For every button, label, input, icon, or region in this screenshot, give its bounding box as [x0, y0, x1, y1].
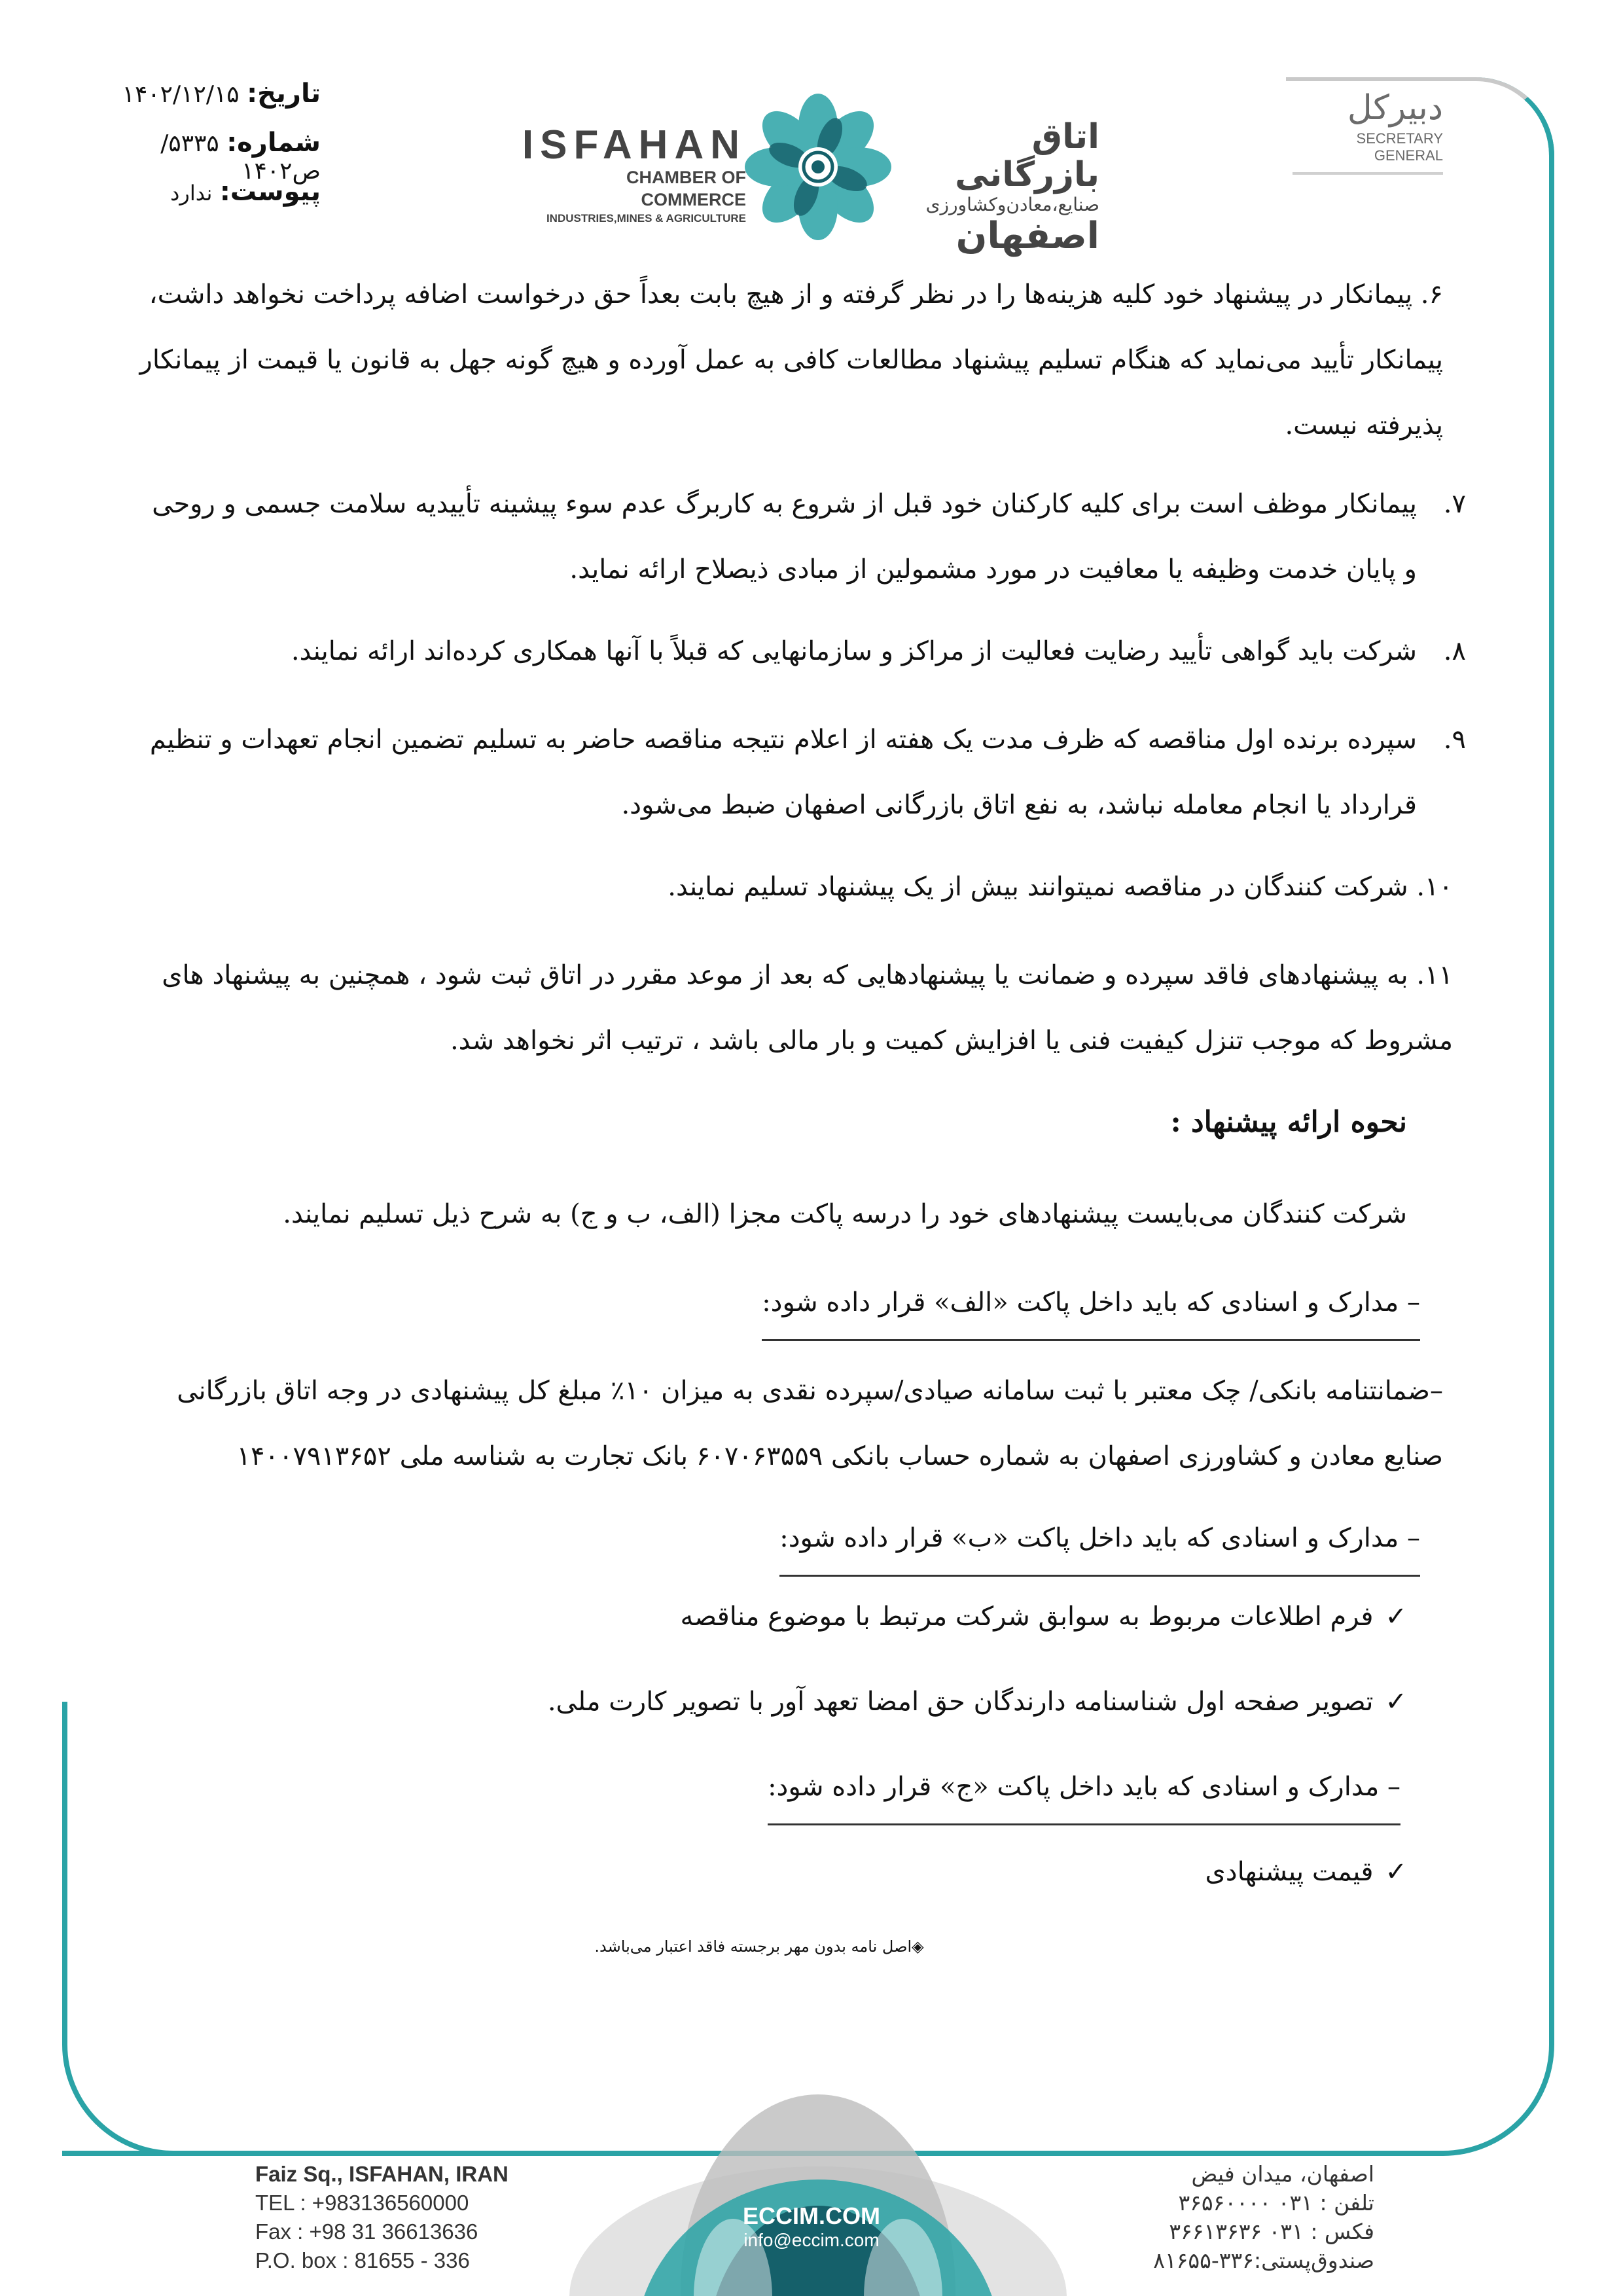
department-en: SECRETARY GENERAL: [1293, 130, 1443, 175]
department-fa: دبیرکل: [1347, 88, 1443, 128]
clause-7-number: ۷.: [1443, 489, 1466, 519]
pack-c-item-1-text: قیمت پیشنهادی: [1205, 1857, 1374, 1887]
footer-email-link[interactable]: info@eccim.com: [743, 2230, 880, 2250]
department-label: [1293, 88, 1443, 175]
footer-english-contact: [255, 2160, 508, 2275]
pack-b-item-1-text: فرم اطلاعات مربوط به سوابق شرکت مرتبط با موضوع مناقصه: [680, 1602, 1374, 1632]
pack-b-item-2: [229, 1669, 1407, 1734]
footer-en-address: Faiz Sq., ISFAHAN, IRAN: [255, 2162, 508, 2186]
number-value: ۵۳۳۵/ص۱۴۰۲: [160, 130, 321, 185]
date-label: تاریخ:: [247, 79, 321, 109]
clause-9-number: ۹.: [1443, 725, 1466, 755]
logo-en-chamber: CHAMBER OF COMMERCE: [626, 168, 746, 209]
pack-c-title-row: [157, 1754, 1400, 1825]
pack-c-title: – مدارک و اسنادی که باید داخل پاکت «ج» قرار داده شود:: [768, 1754, 1400, 1825]
clause-11: ۱۱. به پیشنهادهای فاقد سپرده و ضمانت یا پیشنهادهایی که بعد از موعد مقرر در اتاق ثبت شود ، همچنین به پیشنهاد های مشروط که موجب تنزل کیفیت فنی یا افزایش کمیت و بار مالی باشد ، ترتیب اثر نخواهد شد.: [162, 960, 1453, 1056]
logo-english-text: [517, 124, 746, 226]
clause-9: سپرده برنده اول مناقصه که ظرف مدت یک هفته از اعلام نتیجه مناقصه حاضر به تسلیم تضمین انجام تعهدات و تنظیم قرارداد یا انجام معامله نباشد، به نفع اتاق بازرگانی اصفهان ضبط می‌شود.: [149, 725, 1417, 820]
footer-persian-contact: [1153, 2160, 1374, 2275]
footer-website-block: [694, 2202, 929, 2251]
checkmark-icon: ✓: [1385, 1602, 1407, 1632]
checkmark-icon: ✓: [1385, 1857, 1407, 1887]
footer-en-phone: TEL : +983136560000: [255, 2191, 469, 2215]
pack-c-item-1: [229, 1839, 1407, 1905]
pack-a-title-row: [177, 1270, 1420, 1341]
logo-en-isfahan: ISFAHAN: [522, 122, 746, 168]
date-line: [85, 79, 321, 109]
validity-note: ◈اصل نامه بدون مهر برجسته فاقد اعتبار می‌باشد.: [594, 1937, 924, 1956]
pack-a-title: – مدارک و اسنادی که باید داخل پاکت «الف» قرار داده شود:: [762, 1270, 1420, 1341]
section-heading: نحوه ارائه پیشنهاد :: [1170, 1105, 1407, 1139]
logo-fa-isfahan: اصفهان: [955, 215, 1099, 257]
footer-fa-pobox: صندوق‌پستی:۳۳۶-۸۱۶۵۵: [1153, 2248, 1374, 2273]
attachment-line: [85, 177, 321, 207]
footer-website-link[interactable]: ECCIM.COM: [743, 2202, 880, 2229]
logo-fa-industries: صنایع،معادن‌وکشاورزی: [925, 194, 1099, 215]
number-line: [85, 128, 321, 185]
pack-b-title: – مدارک و اسنادی که باید داخل پاکت «ب» قرار داده شود:: [779, 1505, 1420, 1577]
clause-10: ۱۰. شرکت کنندگان در مناقصه نمیتوانند بیش از یک پیشنهاد تسلیم نمایند.: [668, 872, 1453, 902]
footer-fa-address: اصفهان، میدان فیض: [1191, 2161, 1374, 2187]
clause-6: ۶. پیمانکار در پیشنهاد خود کلیه هزینه‌ها را در نظر گرفته و از هیچ بابت بعداً حق درخواست اضافه پرداخت نخواهد داشت، پیمانکار تأیید می‌نماید که هنگام تسلیم پیشنهاد مطالعات کافی به عمل آورده و هیچ گونه جهل به قانون یا قیمت از پیمانکار پذیرفته نیست.: [139, 279, 1443, 440]
footer-fa-phone: تلفن : ۰۳۱ ۳۶۵۶۰۰۰۰: [1178, 2190, 1374, 2215]
clause-8-number: ۸.: [1443, 636, 1466, 666]
logo-fa-chamber: اتاق بازرگانی: [955, 117, 1099, 194]
clause-8: شرکت باید گواهی تأیید رضایت فعالیت از مراکز و سازمانهایی که قبلاً با آنها همکاری کرده‌اند ارائه نمایند.: [291, 636, 1417, 666]
attachment-value: ندارد: [170, 181, 213, 206]
pack-b-item-1: [229, 1584, 1407, 1649]
date-value: ۱۴۰۲/۱۲/۱۵: [122, 81, 240, 108]
footer-en-pobox: P.O. box : 81655 - 336: [255, 2248, 470, 2272]
logo-flower-icon: [743, 92, 893, 242]
footer-fa-fax: فکس : ۰۳۱ ۳۶۶۱۳۶۳۶: [1169, 2219, 1374, 2244]
clause-7: پیمانکار موظف است برای کلیه کارکنان خود قبل از شروع به کاربرگ عدم سوء پیشینه تأییدیه سلامت جسمی و روحی و پایان خدمت وظیفه یا معافیت در مورد مشمولین از مبادی ذیصلاح ارائه نماید.: [152, 489, 1417, 584]
logo-persian-text: [890, 118, 1099, 257]
checkmark-icon: ✓: [1385, 1687, 1407, 1717]
number-label: شماره:: [226, 128, 321, 158]
pack-b-title-row: [177, 1505, 1420, 1577]
logo-en-industries: INDUSTRIES,MINES & AGRICULTURE: [546, 212, 746, 224]
footer-en-fax: Fax : +98 31 36613636: [255, 2219, 478, 2244]
pack-b-item-2-text: تصویر صفحه اول شناسنامه دارندگان حق امضا تعهد آور با تصویر کارت ملی.: [547, 1687, 1374, 1717]
attachment-label: پیوست:: [219, 177, 321, 207]
pack-a-text: –ضمانتنامه بانکی/ چک معتبر با ثبت سامانه صیادی/سپرده نقدی به میزان ۱۰٪ مبلغ کل پیشنهادی در وجه اتاق بازرگانی صنایع معادن و کشاورزی اصفهان به شماره حساب بانکی ۶۰۷۰۶۳۵۵۹ بانک تجارت به شناسه ملی ۱۴۰۰۷۹۱۳۶۵۲: [177, 1376, 1443, 1471]
chamber-logo: [510, 92, 1113, 257]
section-intro: شرکت کنندگان می‌بایست پیشنهادهای خود را درسه پاکت مجزا (الف، ب و ج) به شرح ذیل تسلیم نمایند.: [283, 1199, 1407, 1229]
footer-flower-decoration: [458, 2075, 1178, 2296]
